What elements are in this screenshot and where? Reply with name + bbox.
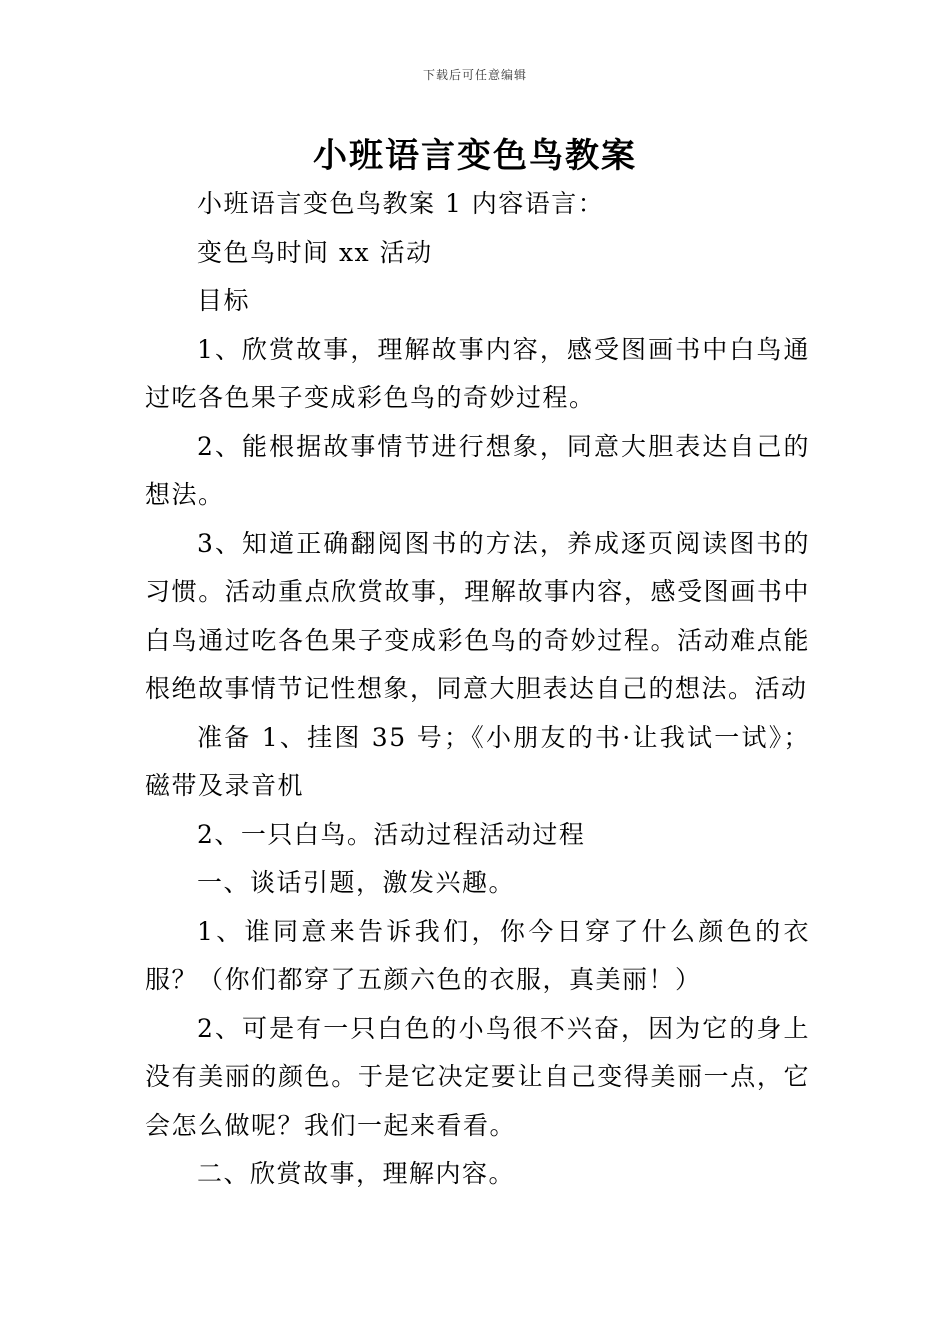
- paragraph: 2、能根据故事情节进行想象，同意大胆表达自己的想法。: [145, 431, 810, 509]
- paragraph: 1、欣赏故事，理解故事内容，感受图画书中白鸟通过吃各色果子变成彩色鸟的奇妙过程。: [145, 334, 810, 412]
- document-title: 小班语言变色鸟教案: [313, 136, 637, 176]
- paragraph: 1、谁同意来告诉我们，你今日穿了什么颜色的衣服？（你们都穿了五颜六色的衣服，真美丽！）: [145, 916, 810, 994]
- paragraph: 一、谈话引题，激发兴趣。: [197, 868, 516, 897]
- paragraph: 2、一只白鸟。活动过程活动过程: [197, 819, 586, 849]
- header-note: 下载后可任意编辑: [422, 68, 527, 82]
- paragraph: 3、知道正确翻阅图书的方法，养成逐页阅读图书的习惯。活动重点欣赏故事，理解故事内容，感受图画书中白鸟通过吃各色果子变成彩色鸟的奇妙过程。活动难点能根绝故事情节记性想象，同意大胆表达自己的想法。活动: [145, 528, 810, 703]
- paragraph: 小班语言变色鸟教案 1 内容语言：: [197, 189, 605, 218]
- paragraph: 二、欣赏故事，理解内容。: [197, 1159, 516, 1188]
- paragraph: 2、可是有一只白色的小鸟很不兴奋，因为它的身上没有美丽的颜色。于是它决定要让自己变得美丽一点，它会怎么做呢？我们一起来看看。: [145, 1013, 810, 1140]
- document-body: [145, 180, 810, 1199]
- paragraph: 变色鸟时间 xx 活动: [197, 237, 433, 267]
- paragraph: 目标: [197, 286, 251, 315]
- paragraph: 准备 1、挂图 35 号；《小朋友的书·让我试一试》；磁带及录音机: [145, 722, 810, 800]
